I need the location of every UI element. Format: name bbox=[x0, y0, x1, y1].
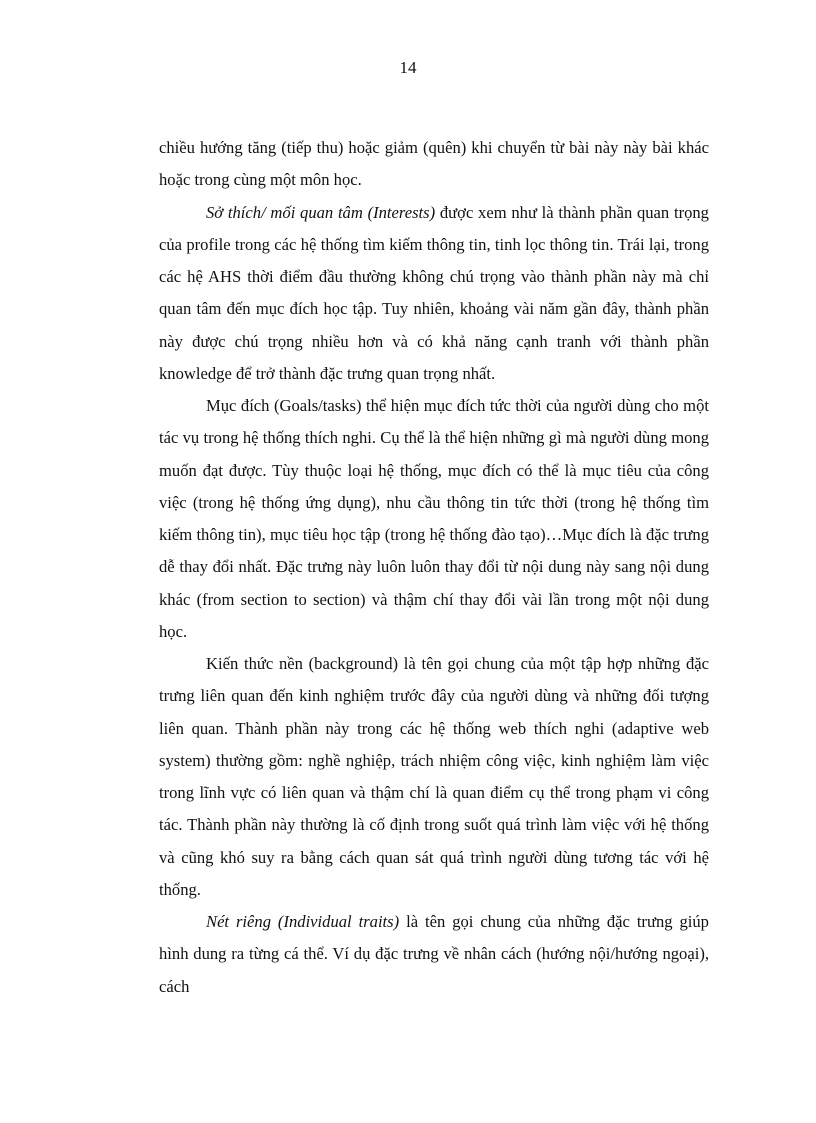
paragraph-text: Mục đích (Goals/tasks) thể hiện mục đích tức thời của người dùng cho một tác vụ trong hệ thống thích nghi. Cụ thể là thể hiện những gì mà người dùng mong muốn đạt được. Tùy thuộc loại hệ thống, mục đích có thể là mục tiêu của công việc (trong hệ thống ứng dụng), nhu cầu thông tin tức thời (trong hệ thống tìm kiếm thông tin), mục tiêu học tập (trong hệ thống đào tạo)…Mục đích là đặc trưng dễ thay đổi nhất. Đặc trưng này luôn luôn thay đổi từ nội dung này sang nội dung khác (from section to section) và thậm chí thay đổi vài lần trong một nội dung học. bbox=[159, 396, 709, 641]
paragraph-individual-traits bbox=[159, 906, 709, 1003]
page-number: 14 bbox=[399, 58, 417, 77]
paragraph-continuation bbox=[159, 132, 709, 197]
paragraph-text: chiều hướng tăng (tiếp thu) hoặc giảm (quên) khi chuyển từ bài này này bài khác hoặc trong cùng một môn học. bbox=[159, 138, 709, 190]
paragraph-background bbox=[159, 648, 709, 906]
body-text bbox=[159, 132, 709, 1003]
paragraph-text: được xem như là thành phần quan trọng của profile trong các hệ thống tìm kiếm thông tin, tinh lọc thông tin. Trái lại, trong các hệ AHS thời điểm đầu thường không chú trọng vào thành phần này mà chỉ quan tâm đến mục đích học tập. Tuy nhiên, khoảng vài năm gần đây, thành phần này được chú trọng nhiều hơn và có khả năng cạnh tranh với thành phần knowledge để trở thành đặc trưng quan trọng nhất. bbox=[159, 202, 709, 383]
paragraph-goals bbox=[159, 390, 709, 648]
paragraph-lead-term: Nét riêng (Individual traits) bbox=[206, 912, 400, 931]
paragraph-text: Kiến thức nền (background) là tên gọi chung của một tập hợp những đặc trưng liên quan đến kinh nghiệm trước đây của người dùng và những đối tượng liên quan. Thành phần này trong các hệ thống web thích nghi (adaptive web system) thường gồm: nghề nghiệp, trách nhiệm công việc, kinh nghiệm làm việc trong lĩnh vực có liên quan và thậm chí là quan điểm cụ thể trong phạm vi công tác. Thành phần này thường là cố định trong suốt quá trình làm việc với hệ thống và cũng khó suy ra bằng cách quan sát quá trình người dùng tương tác với hệ thống. bbox=[159, 654, 709, 899]
paragraph-interests bbox=[159, 197, 709, 391]
paragraph-text: là tên gọi chung của những đặc trưng giúp hình dung ra từng cá thể. Ví dụ đặc trưng về nhân cách (hướng nội/hướng ngoại), cách bbox=[159, 912, 709, 996]
paragraph-lead-term: Sở thích/ mối quan tâm (Interests) bbox=[206, 202, 436, 222]
